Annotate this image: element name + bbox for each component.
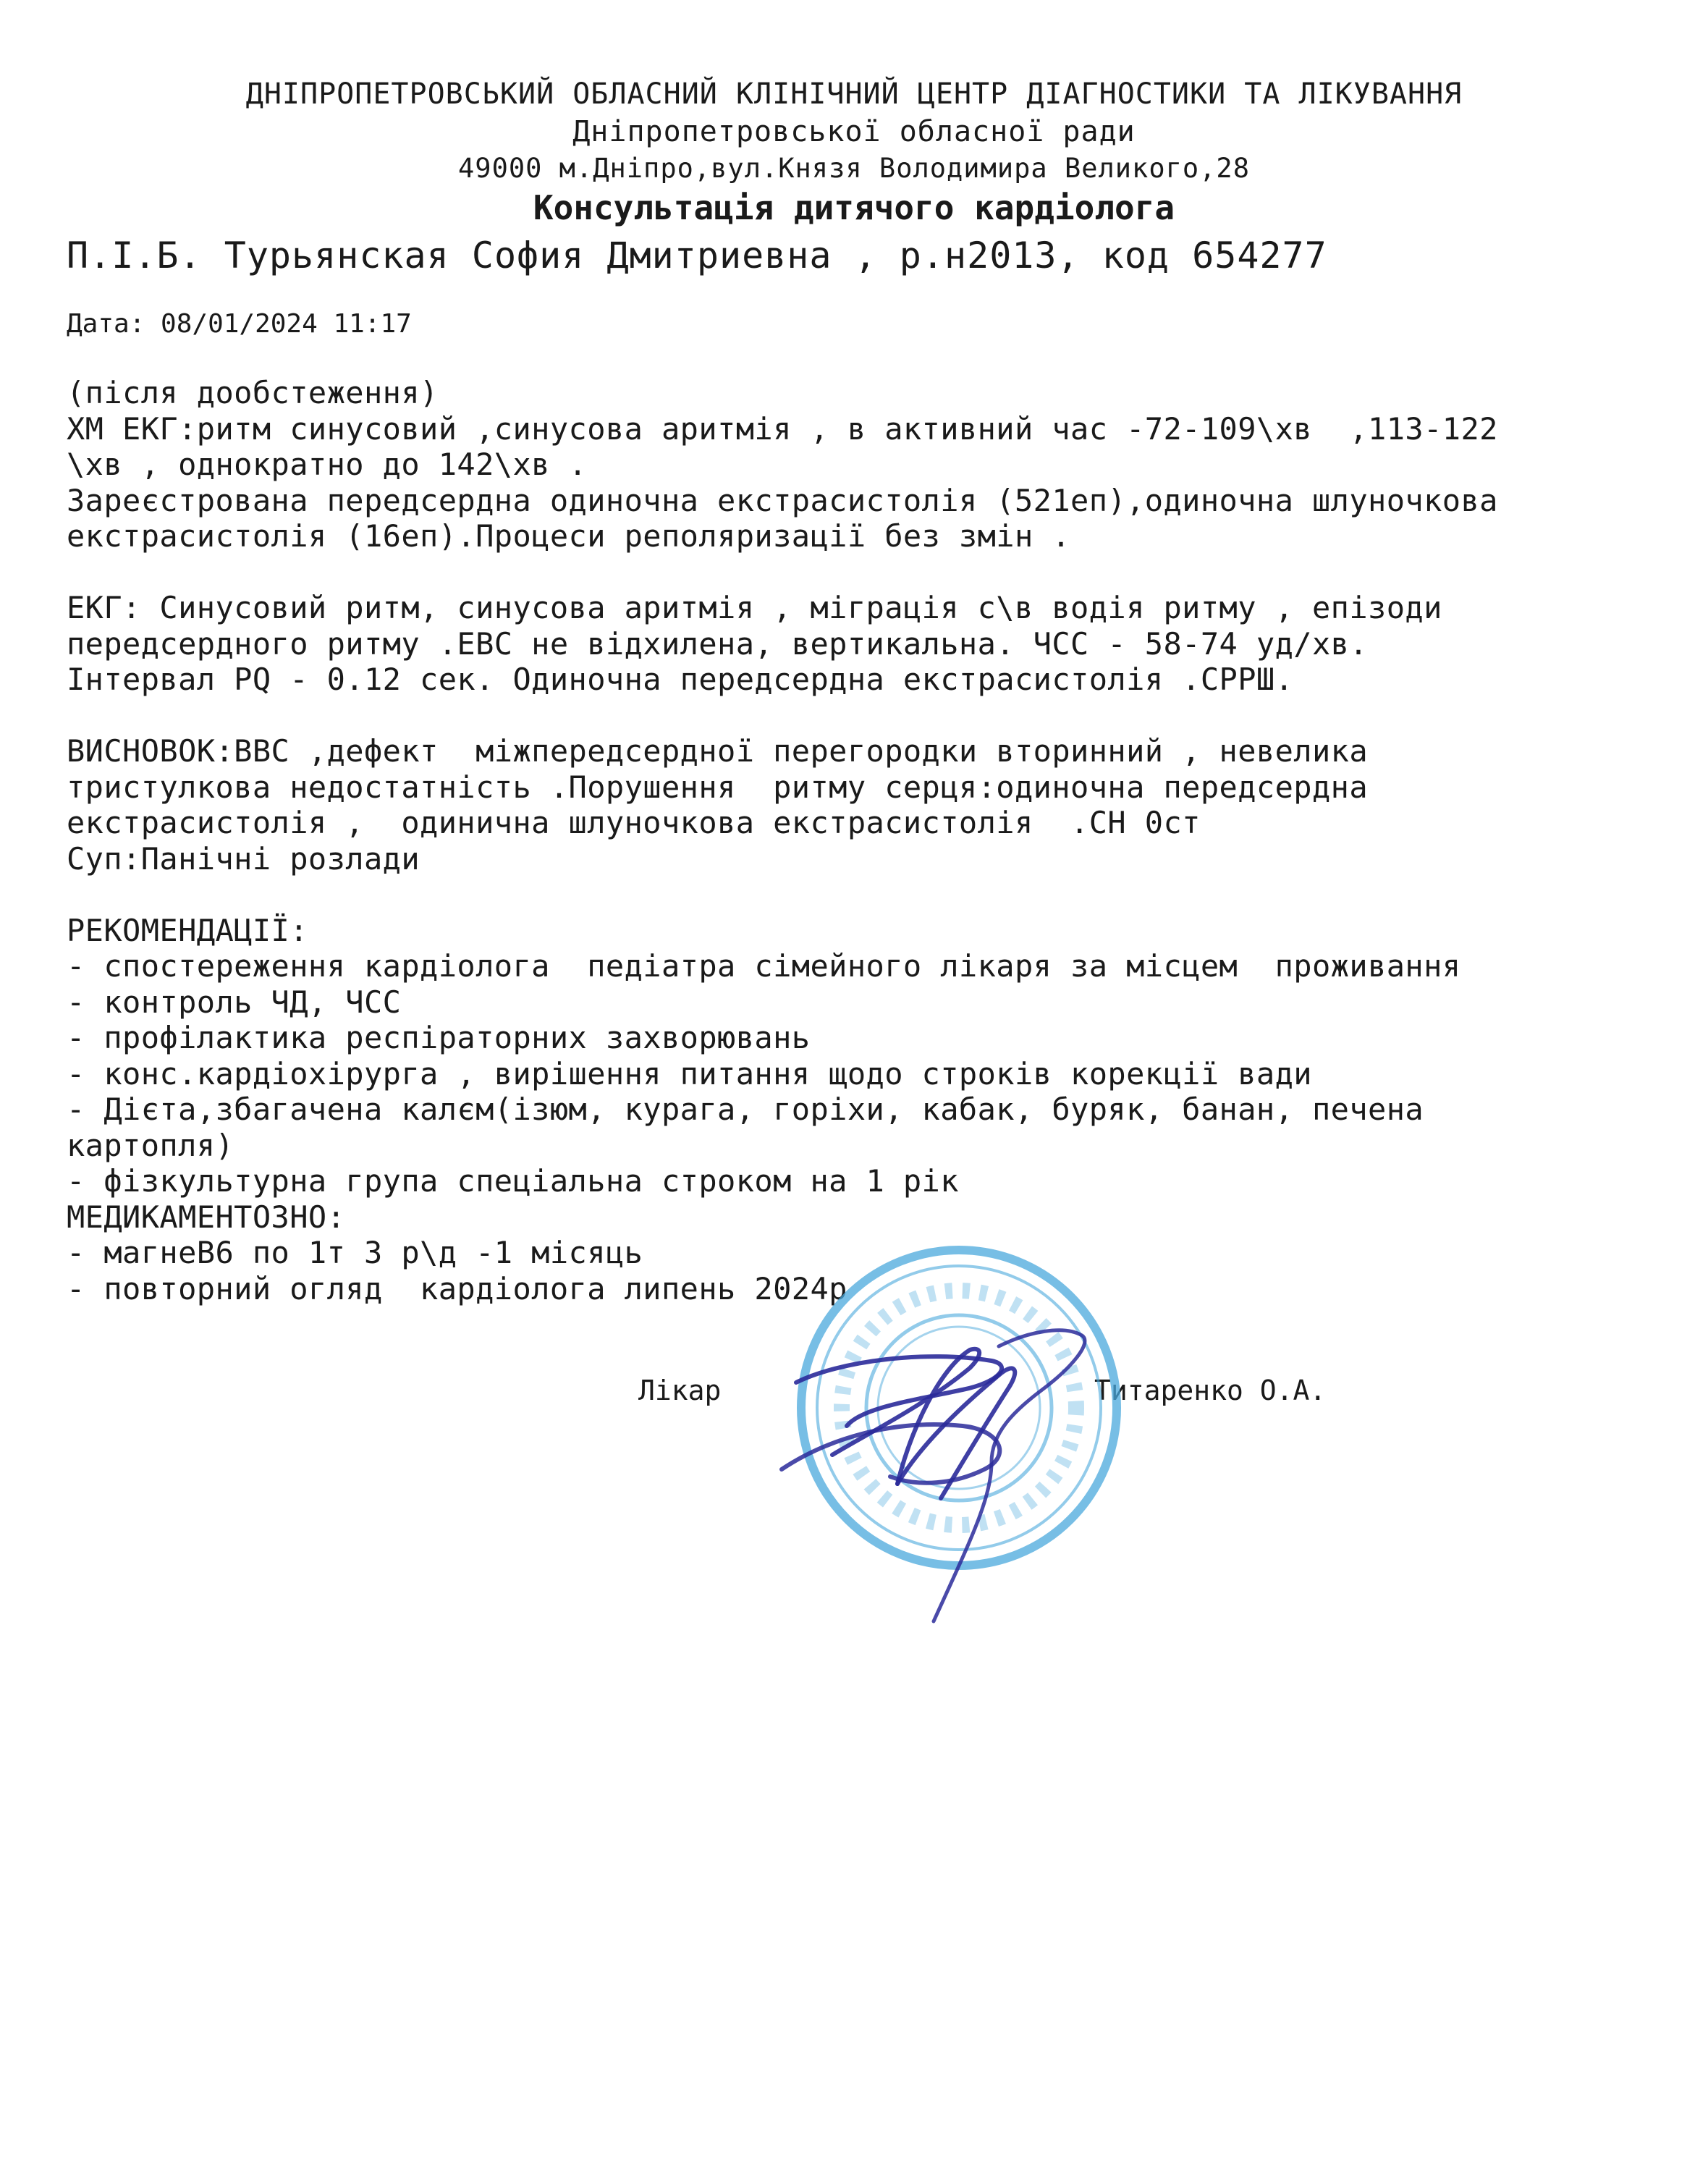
document-title: Консультація дитячого кардіолога [533,188,1175,227]
org-subtitle-line: Дніпропетровської обласної ради [572,115,1136,148]
body-line: ЕКГ: Синусовий ритм, синусова аритмія , міграція с\в водія ритму , епізоди [67,590,1442,625]
body-line: - контроль ЧД, ЧСС [67,984,402,1020]
body-line: - спостереження кардіолога педіатра сімейного лікаря за місцем проживання [67,948,1461,984]
handwritten-signature [753,1281,1129,1629]
body-line: (після дообстеження) [67,375,439,410]
body-line: - профілактика респіраторних захворювань [67,1020,811,1055]
body-line: картопля) [67,1128,234,1163]
date-line: Дата: 08/01/2024 11:17 [67,309,412,339]
body-line: Суп:Панічні розлади [67,841,420,877]
patient-line: П.І.Б. Турьянская София Дмитриевна , р.н2013, код 654277 [67,235,1327,276]
body-line: - магнеВ6 по 1т 3 р\д -1 місяць [67,1235,643,1270]
body-line: ХМ ЕКГ:ритм синусовий ,синусова аритмія , в активний час -72-109\хв ,113-122 [67,411,1498,447]
body-line: МЕДИКАМЕНТОЗНО: [67,1199,346,1235]
body-line: Інтервал PQ - 0.12 сек. Одиночна передсердна екстрасистолія .СРРШ. [67,662,1294,697]
body-line: екстрасистолія , одинична шлуночкова екстрасистолія .СН 0ст [67,805,1201,840]
body-line: - фізкультурна група спеціальна строком на 1 рік [67,1163,959,1199]
body-line: - конс.кардіохірурга , вирішення питання щодо строків корекції вади [67,1056,1312,1092]
body-line: передсердного ритму .ЕВС не відхилена, вертикальна. ЧСС - 58-74 уд/хв. [67,626,1369,662]
body-line: тристулкова недостатність .Порушення ритму серця:одиночна передсердна [67,769,1369,805]
body-line: \хв , однократно до 142\хв . [67,447,588,482]
body-line: ВИСНОВОК:ВВС ,дефект міжпередсердної перегородки вторинний , невелика [67,733,1369,769]
body-line: - Дієта,збагачена калєм(ізюм, курага, горіхи, кабак, буряк, банан, печена [67,1092,1424,1127]
body-line: екстрасистолія (16еп).Процеси реполяризації без змін . [67,518,1071,554]
org-address: 49000 м.Дніпро,вул.Князя Володимира Великого,28 [458,153,1250,184]
signature-name: Титаренко О.А. [1094,1375,1327,1406]
body-line: - повторний огляд кардіолога липень 2024р [67,1271,847,1306]
body-line: РЕКОМЕНДАЦІЇ: [67,913,308,948]
org-name-line: ДНІПРОПЕТРОВСЬКИЙ ОБЛАСНИЙ КЛІНІЧНИЙ ЦЕНТР ДІАГНОСТИКИ ТА ЛІКУВАННЯ [245,77,1463,111]
signature-role: Лікар [638,1375,722,1406]
body-line: Зареєстрована передсердна одиночна екстрасистолія (521еп),одиночна шлуночкова [67,483,1498,518]
